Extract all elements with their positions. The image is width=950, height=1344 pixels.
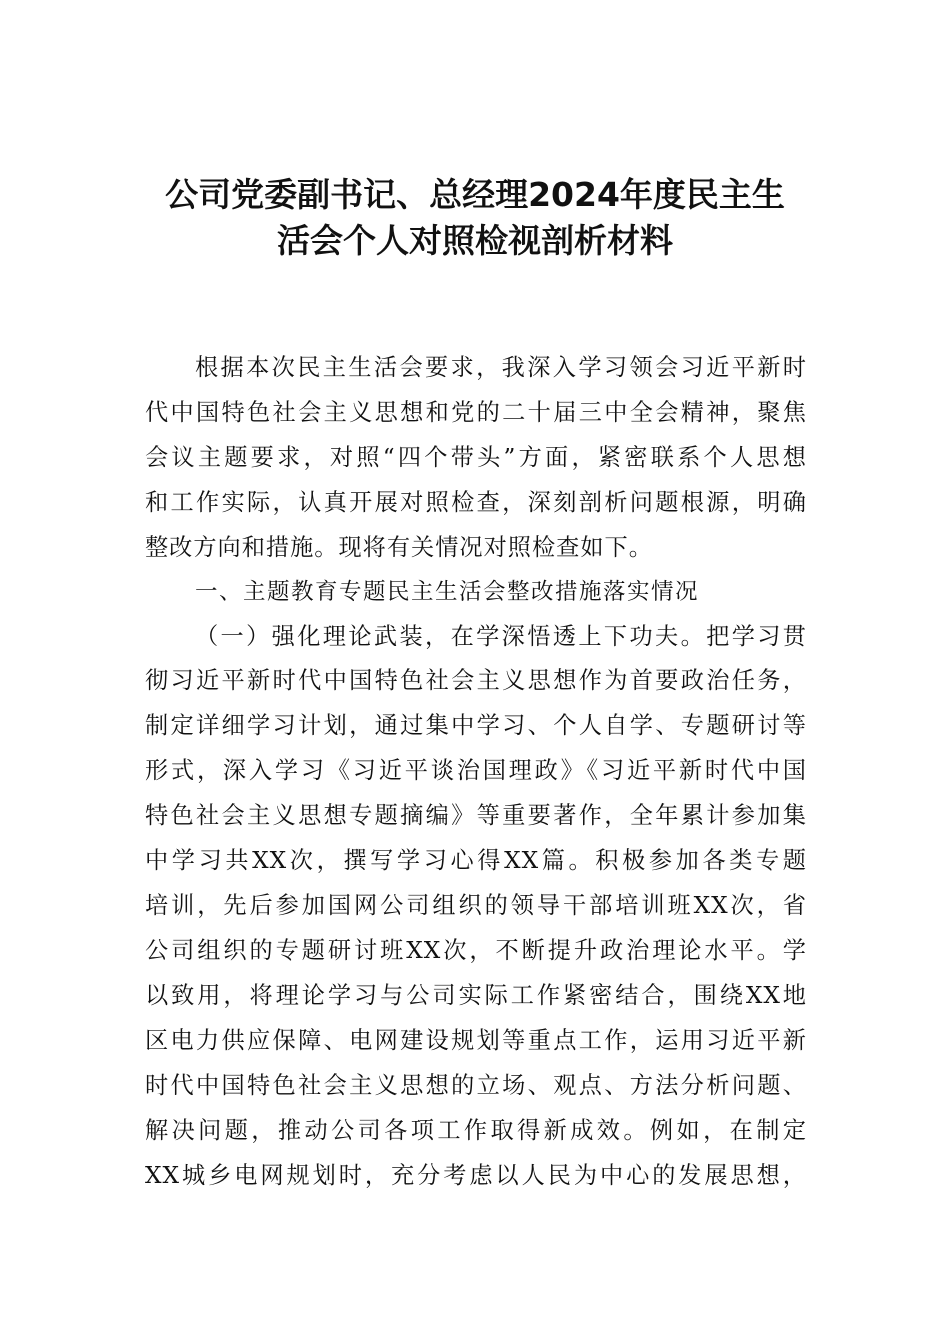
document-title-line-1: 公司党委副书记、总经理2024年度民主生 <box>165 175 785 214</box>
paragraph-line: 以致用，将理论学习与公司实际工作紧密结合，围绕XX地 <box>145 982 807 1009</box>
paragraph-line: 时代中国特色社会主义思想的立场、观点、方法分析问题、 <box>145 1072 807 1099</box>
paragraph-line: 会议主题要求，对照“四个带头”方面，紧密联系个人思想 <box>145 444 807 471</box>
paragraph-line: 彻习近平新时代中国特色社会主义思想作为首要政治任务， <box>145 667 807 694</box>
paragraph-line: 整改方向和措施。现将有关情况对照检查如下。 <box>145 534 653 561</box>
paragraph-line: 中学习共XX次，撰写学习心得XX篇。积极参加各类专题 <box>145 847 807 874</box>
subsection-heading: （一）强化理论武装，在学深悟透上下功夫。 <box>195 623 707 650</box>
subsection-lead-line <box>195 615 807 660</box>
paragraph-line: 解决问题，推动公司各项工作取得新成效。例如，在制定 <box>145 1117 807 1144</box>
paragraph-line: 代中国特色社会主义思想和党的二十届三中全会精神，聚焦 <box>145 399 807 426</box>
paragraph-line: 培训，先后参加国网公司组织的领导干部培训班XX次，省 <box>145 892 807 919</box>
subsection-lead-text: 把学习贯 <box>706 623 807 650</box>
section-heading: 一、主题教育专题民主生活会整改措施落实情况 <box>195 579 700 605</box>
paragraph-line: 形式，深入学习《习近平谈治国理政》《习近平新时代中国 <box>145 757 807 784</box>
paragraph-line: 制定详细学习计划，通过集中学习、个人自学、专题研讨等 <box>145 712 807 739</box>
document-title-line-2: 活会个人对照检视剖析材料 <box>277 221 673 260</box>
paragraph-line: 根据本次民主生活会要求，我深入学习领会习近平新时 <box>195 354 807 381</box>
paragraph-line: 和工作实际，认真开展对照检查，深刻剖析问题根源，明确 <box>145 489 807 516</box>
paragraph-line: XX城乡电网规划时，充分考虑以人民为中心的发展思想， <box>145 1162 807 1189</box>
paragraph-line: 区电力供应保障、电网建设规划等重点工作，运用习近平新 <box>145 1027 807 1054</box>
paragraph-line: 公司组织的专题研讨班XX次，不断提升政治理论水平。学 <box>145 937 807 964</box>
paragraph-line: 特色社会主义思想专题摘编》等重要著作，全年累计参加集 <box>145 802 807 829</box>
